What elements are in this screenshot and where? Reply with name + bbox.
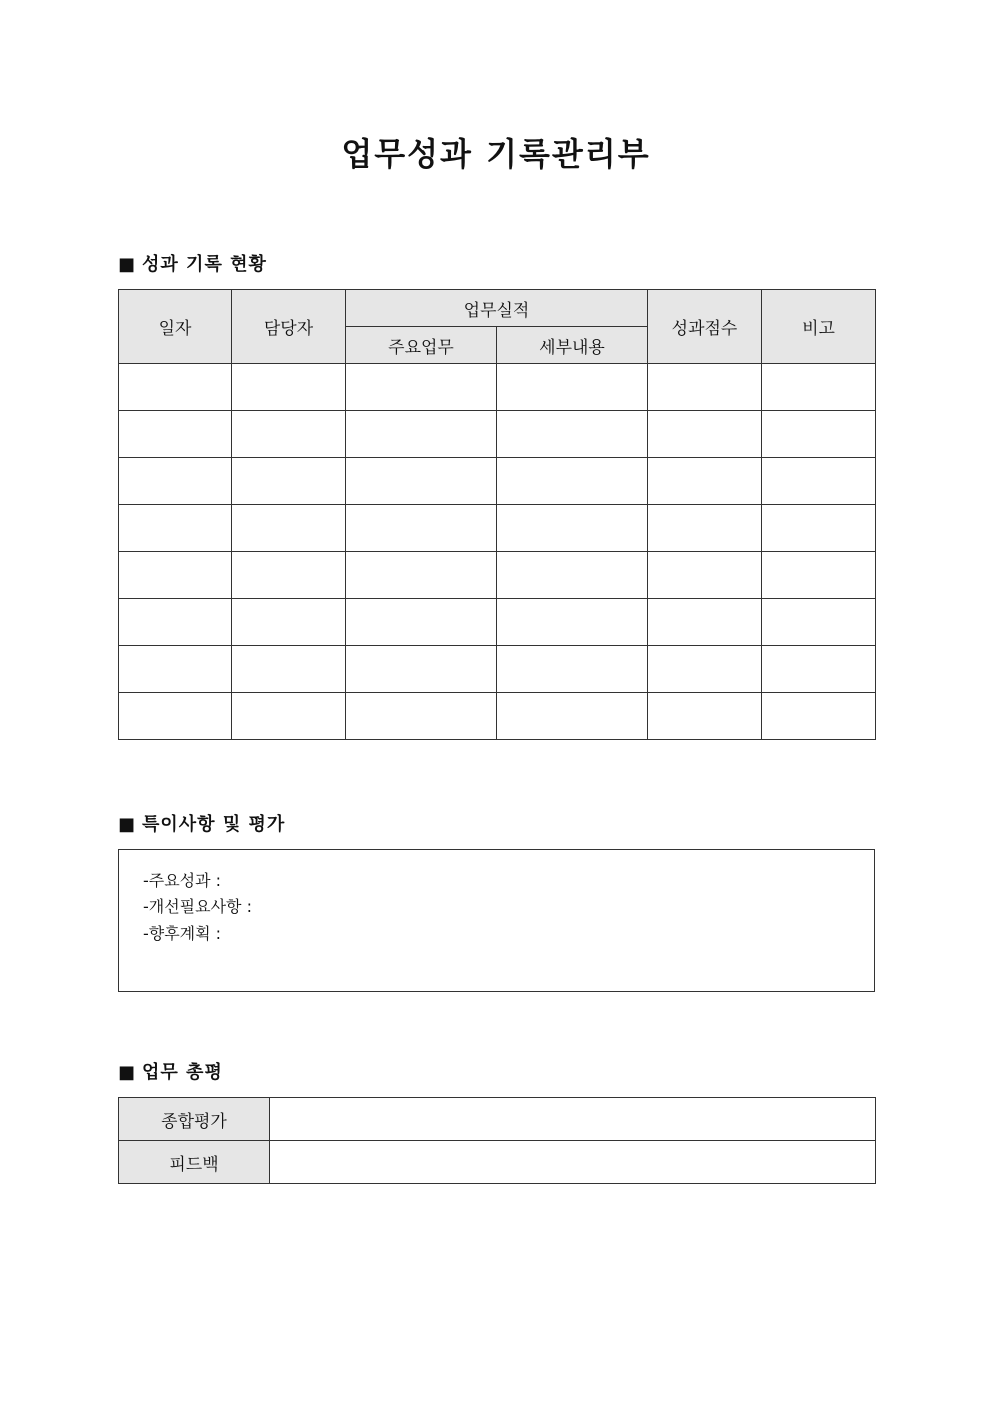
table-row <box>119 599 876 646</box>
table-cell[interactable] <box>762 693 876 740</box>
review-value-overall[interactable] <box>270 1098 876 1141</box>
table-cell[interactable] <box>497 646 648 693</box>
table-cell[interactable] <box>232 458 346 505</box>
table-cell[interactable] <box>648 458 762 505</box>
section-title-notes-text: 특이사항 및 평가 <box>142 814 286 835</box>
table-row <box>119 505 876 552</box>
table-cell[interactable] <box>648 364 762 411</box>
header-remarks: 비고 <box>762 290 876 364</box>
table-cell[interactable] <box>119 411 232 458</box>
table-cell[interactable] <box>119 599 232 646</box>
notes-line-main-results: -주요성과 : <box>143 871 222 890</box>
table-cell[interactable] <box>232 364 346 411</box>
table-cell[interactable] <box>232 599 346 646</box>
table-cell[interactable] <box>762 458 876 505</box>
table-cell[interactable] <box>119 646 232 693</box>
table-row <box>119 458 876 505</box>
square-bullet-icon: ■ <box>118 1062 137 1083</box>
header-person: 담당자 <box>232 290 346 364</box>
table-cell[interactable] <box>119 552 232 599</box>
notes-box[interactable] <box>118 849 875 992</box>
header-details: 세부내용 <box>497 327 648 364</box>
table-cell[interactable] <box>346 505 497 552</box>
section-title-review <box>118 1061 223 1085</box>
table-cell[interactable] <box>762 552 876 599</box>
table-cell[interactable] <box>648 599 762 646</box>
section-title-notes <box>118 813 285 837</box>
header-main-task: 주요업무 <box>346 327 497 364</box>
table-cell[interactable] <box>497 693 648 740</box>
table-cell[interactable] <box>232 646 346 693</box>
table-cell[interactable] <box>119 458 232 505</box>
section-title-review-text: 업무 총평 <box>142 1062 223 1083</box>
table-cell[interactable] <box>346 693 497 740</box>
table-cell[interactable] <box>497 599 648 646</box>
table-cell[interactable] <box>346 599 497 646</box>
table-cell[interactable] <box>346 646 497 693</box>
table-cell[interactable] <box>346 552 497 599</box>
table-cell[interactable] <box>232 552 346 599</box>
table-cell[interactable] <box>648 693 762 740</box>
notes-line-improvements: -개선필요사항 : <box>143 897 252 916</box>
table-cell[interactable] <box>232 505 346 552</box>
table-cell[interactable] <box>119 505 232 552</box>
header-performance: 업무실적 <box>346 290 648 327</box>
table-cell[interactable] <box>497 364 648 411</box>
table-cell[interactable] <box>762 599 876 646</box>
table-row <box>119 552 876 599</box>
square-bullet-icon: ■ <box>118 814 137 835</box>
square-bullet-icon: ■ <box>118 254 137 275</box>
header-date: 일자 <box>119 290 232 364</box>
table-cell[interactable] <box>346 364 497 411</box>
section-title-record-text: 성과 기록 현황 <box>142 254 267 275</box>
record-table <box>118 289 876 740</box>
review-label-overall: 종합평가 <box>119 1098 270 1141</box>
table-cell[interactable] <box>119 364 232 411</box>
table-row <box>119 646 876 693</box>
table-cell[interactable] <box>648 505 762 552</box>
document-title: 업무성과 기록관리부 <box>341 135 651 173</box>
header-score: 성과점수 <box>648 290 762 364</box>
table-cell[interactable] <box>119 693 232 740</box>
table-cell[interactable] <box>497 552 648 599</box>
table-cell[interactable] <box>648 411 762 458</box>
table-cell[interactable] <box>232 693 346 740</box>
table-row <box>119 411 876 458</box>
table-cell[interactable] <box>346 458 497 505</box>
review-value-feedback[interactable] <box>270 1141 876 1184</box>
table-cell[interactable] <box>497 458 648 505</box>
review-label-feedback: 피드백 <box>119 1141 270 1184</box>
table-cell[interactable] <box>762 646 876 693</box>
section-title-record <box>118 253 267 277</box>
review-table <box>118 1097 876 1184</box>
notes-line-future-plan: -향후계획 : <box>143 924 222 943</box>
table-row <box>119 364 876 411</box>
table-cell[interactable] <box>346 411 497 458</box>
table-cell[interactable] <box>232 411 346 458</box>
table-cell[interactable] <box>762 411 876 458</box>
table-cell[interactable] <box>497 411 648 458</box>
table-row <box>119 693 876 740</box>
table-cell[interactable] <box>762 505 876 552</box>
table-cell[interactable] <box>648 646 762 693</box>
table-cell[interactable] <box>497 505 648 552</box>
table-cell[interactable] <box>648 552 762 599</box>
table-cell[interactable] <box>762 364 876 411</box>
